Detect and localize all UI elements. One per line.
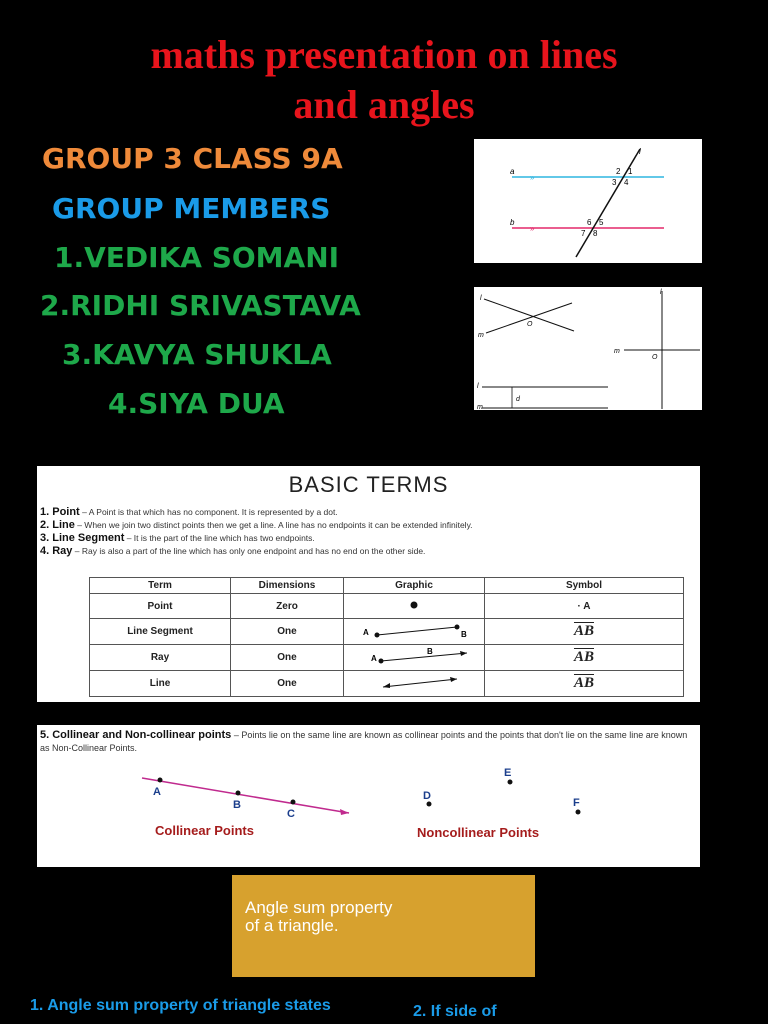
bottom-item-2: 2. If side of (413, 1003, 497, 1020)
perp-label-o: O (652, 354, 658, 361)
angle-3: 3 (612, 178, 617, 187)
line-types-diagram (474, 287, 702, 410)
header-dimensions: Dimensions (231, 578, 344, 594)
angle-4: 4 (624, 178, 629, 187)
title-line-1: maths presentation on lines (150, 32, 618, 77)
parallel-label-l: l (477, 383, 479, 390)
definition-ray: 4. Ray – Ray is also a part of the line which has only one endpoint and has no end on the other side. (40, 545, 426, 557)
terms-table (89, 577, 684, 697)
collinear-points-panel (37, 725, 700, 867)
definition-line: 2. Line – When we join two distinct points then we get a line. A line has no endpoints it can be extended infinitely. (40, 519, 473, 531)
table-header-row (90, 578, 684, 594)
bottom-item-1: 1. Angle sum property of triangle states (30, 997, 331, 1014)
angle-sum-card (232, 875, 535, 977)
member-4: 4.SIYA DUA (108, 387, 285, 420)
label-a: a (510, 167, 515, 176)
svg-text:A: A (371, 654, 377, 663)
angle-1: 1 (628, 167, 633, 176)
header-term: Term (90, 578, 231, 594)
angle-2: 2 (616, 167, 621, 176)
point-e: E (504, 767, 512, 779)
parallel-lines-svg (474, 139, 702, 263)
title-line-2: and angles (293, 82, 475, 127)
table-row: Ray One A B $\overline{AB}$ (90, 645, 684, 671)
angle-6: 6 (587, 218, 592, 227)
point-graphic (354, 595, 474, 615)
arrow-a: » (530, 173, 535, 182)
collinear-graphic (37, 725, 700, 867)
perp-label-l: l (660, 289, 662, 296)
ray-graphic (349, 645, 479, 667)
perp-label-m: m (614, 348, 620, 355)
line-graphic (349, 671, 479, 693)
point-a: A (153, 786, 161, 798)
intersect-label-m: m (478, 332, 484, 339)
intersect-label-l: l (480, 295, 482, 302)
basic-terms-title: BASIC TERMS (288, 472, 449, 497)
group-members-heading: GROUP MEMBERS (52, 192, 331, 225)
segment-graphic (349, 619, 479, 641)
point-d: D (423, 790, 431, 802)
transversal-line (576, 149, 640, 257)
header-graphic: Graphic (344, 578, 485, 594)
angle-8: 8 (593, 229, 598, 238)
table-row: Point Zero · A (90, 594, 684, 619)
definition-line-segment: 3. Line Segment – It is the part of the line which has two endpoints. (40, 532, 315, 544)
presentation-title (0, 30, 768, 130)
collinear-caption: Collinear Points (155, 823, 254, 838)
line-types-svg (474, 287, 702, 410)
table-row: Line Segment One A B $\overline{AB}$ (90, 619, 684, 645)
point-c: C (287, 808, 295, 820)
member-1: 1.VEDIKA SOMANI (54, 241, 340, 274)
basic-terms-panel (37, 466, 700, 702)
intersect-line-m (486, 303, 572, 333)
angle-5: 5 (599, 218, 604, 227)
svg-text:A: A (363, 628, 369, 637)
point-b: B (233, 799, 241, 811)
definition-point: 1. Point – A Point is that which has no component. It is represented by a dot. (40, 506, 338, 518)
angle-sum-label: Angle sum property of a triangle. (245, 898, 393, 935)
parallel-lines-diagram (474, 139, 702, 263)
angle-7: 7 (581, 229, 586, 238)
label-b: b (510, 218, 515, 227)
svg-text:B: B (461, 630, 467, 639)
member-2: 2.RIDHI SRIVASTAVA (40, 289, 361, 322)
parallel-label-m: m (477, 404, 483, 410)
label-l: l (639, 147, 641, 156)
intersect-label-o: O (527, 321, 533, 328)
noncollinear-caption: Noncollinear Points (417, 825, 540, 840)
group-class-label: GROUP 3 CLASS 9A (42, 142, 343, 175)
parallel-label-d: d (516, 396, 520, 403)
svg-text:B: B (427, 647, 433, 656)
definitions-list (40, 506, 698, 558)
arrow-b: » (530, 224, 535, 233)
point-f: F (573, 797, 580, 809)
header-symbol: Symbol (485, 578, 684, 594)
table-row: Line One $\overline{AB}$ (90, 671, 684, 697)
collinear-definition: 5. Collinear and Non-collinear points – Points lie on the same line are known as collinear points and the points that don't lie on the same line are known as Non-Collinear Points. (40, 729, 688, 753)
member-3: 3.KAVYA SHUKLA (62, 338, 332, 371)
